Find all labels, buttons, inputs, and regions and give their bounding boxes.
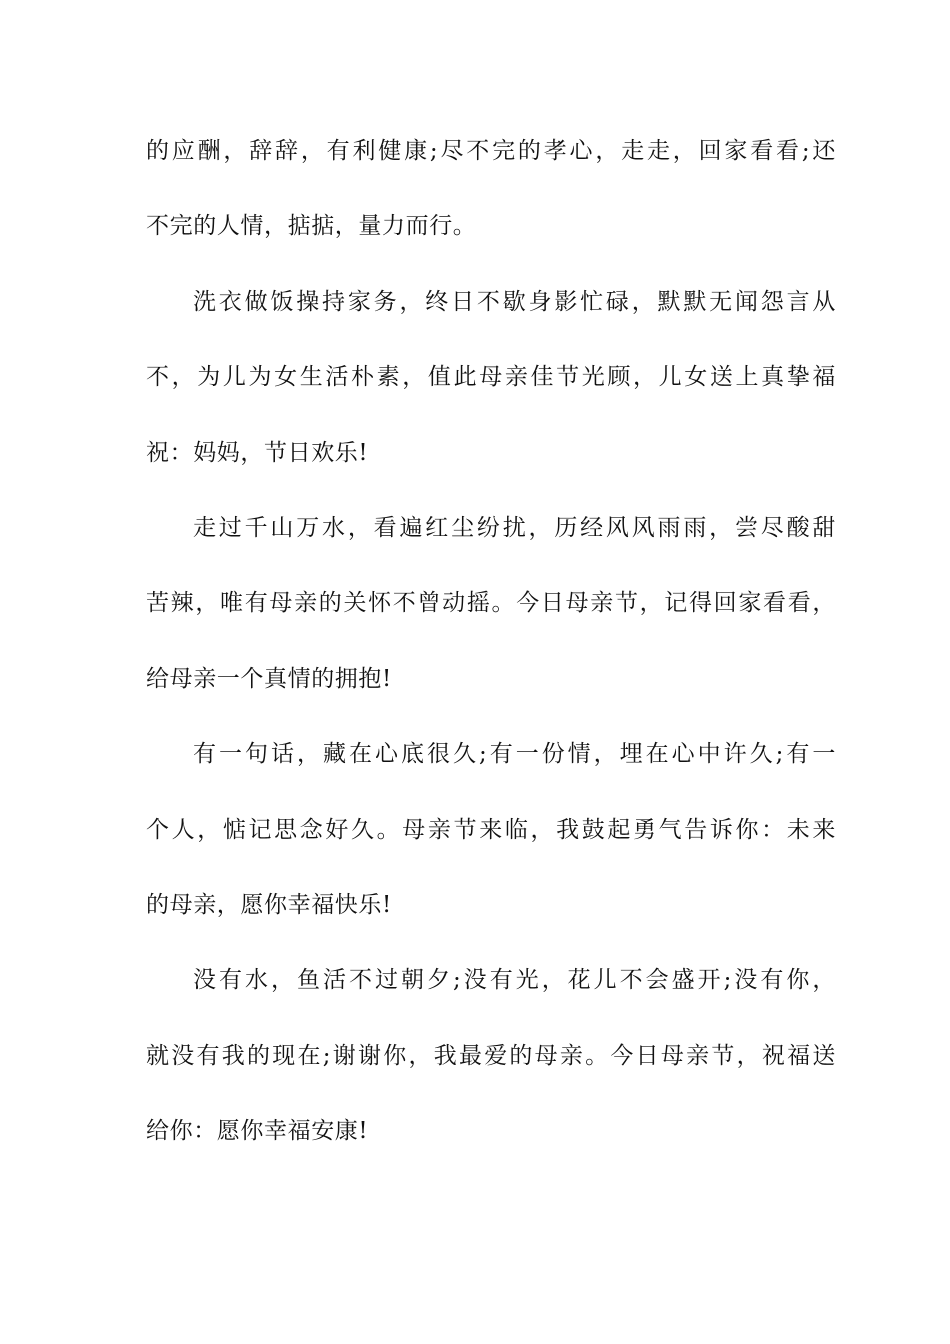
text-line: 就没有我的现在;谢谢你，我最爱的母亲。今日母亲节，祝福送 bbox=[146, 1042, 836, 1069]
paragraph-first-line: 没有水，鱼活不过朝夕;没有光，花儿不会盛开;没有你， bbox=[193, 967, 836, 994]
text-line: 个人，惦记思念好久。母亲节来临，我鼓起勇气告诉你：未来 bbox=[146, 816, 836, 843]
text-line: 祝：妈妈，节日欢乐! bbox=[146, 439, 369, 466]
paragraph-first-line: 走过千山万水，看遍红尘纷扰，历经风风雨雨，尝尽酸甜 bbox=[193, 514, 836, 541]
text-line: 苦辣，唯有母亲的关怀不曾动摇。今日母亲节，记得回家看看， bbox=[146, 590, 836, 617]
text-line: 不，为儿为女生活朴素，值此母亲佳节光顾，儿女送上真挚福 bbox=[146, 364, 836, 391]
text-line: 给母亲一个真情的拥抱! bbox=[146, 665, 392, 692]
text-line: 不完的人情，掂掂，量力而行。 bbox=[146, 213, 477, 240]
paragraph-first-line: 有一句话，藏在心底很久;有一份情，埋在心中许久;有一 bbox=[193, 741, 836, 768]
text-line: 的应酬，辞辞，有利健康;尽不完的孝心，走走，回家看看;还 bbox=[146, 138, 836, 164]
paragraph-first-line: 洗衣做饭操持家务，终日不歇身影忙碌，默默无闻怨言从 bbox=[193, 288, 836, 315]
text-line: 给你：愿你幸福安康! bbox=[146, 1118, 369, 1145]
document-body bbox=[146, 129, 836, 1184]
text-line: 的母亲，愿你幸福快乐! bbox=[146, 891, 392, 918]
